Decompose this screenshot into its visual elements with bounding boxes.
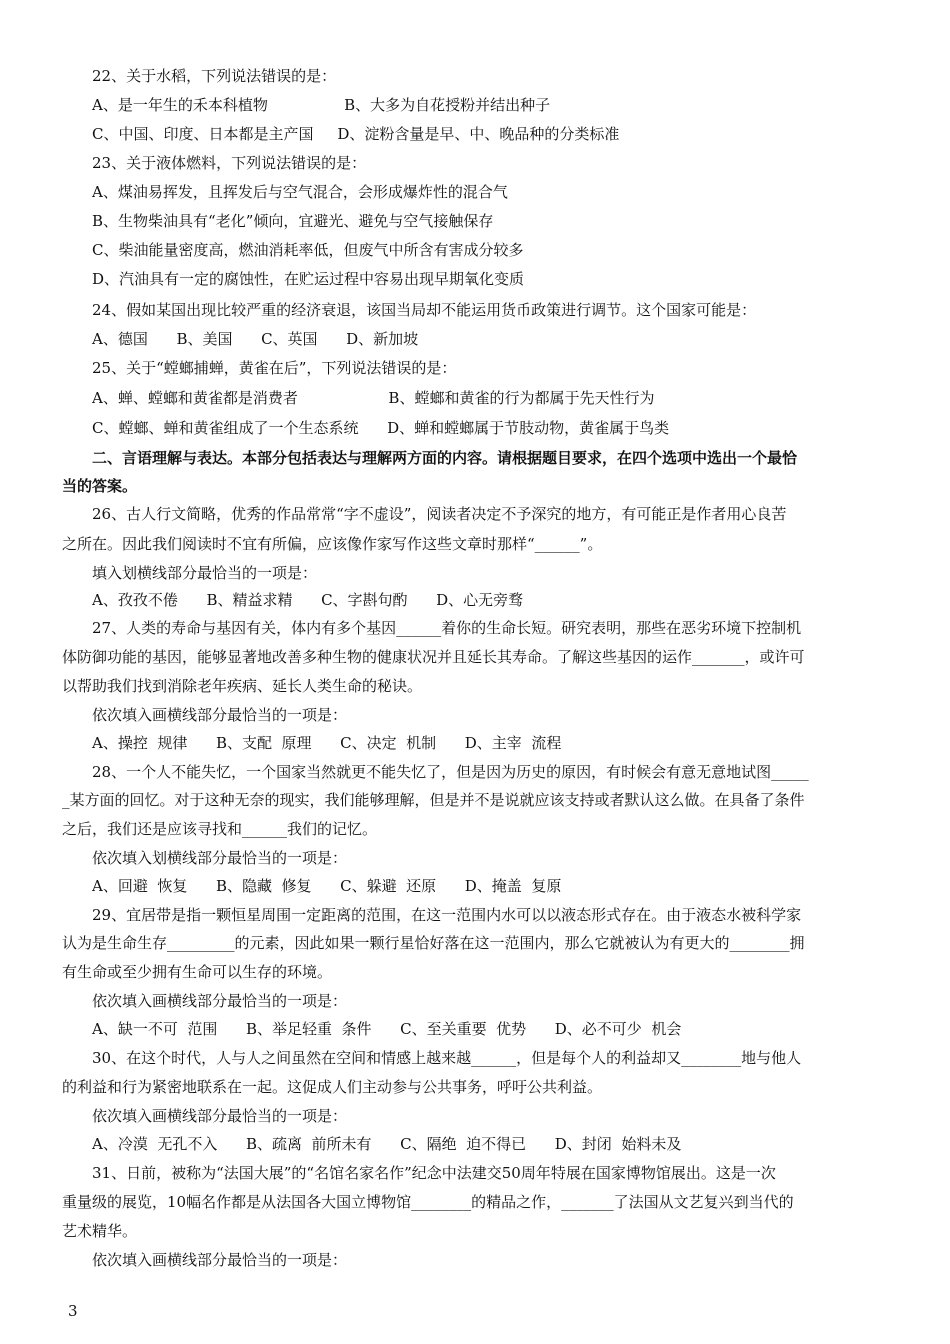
question-31-prompt: 依次填入画横线部分最恰当的一项是： [92, 1251, 348, 1269]
question-25-stem: 25、关于“螳螂捕蝉，黄雀在后”，下列说法错误的是： [92, 359, 457, 377]
question-30-options: A、冷漠 无孔不入 B、疏离 前所未有 C、隔绝 迫不得已 D、封闭 始料未及 [92, 1135, 682, 1153]
question-31-stem-cont-2: 艺术精华。 [62, 1222, 138, 1240]
question-27-prompt: 依次填入画横线部分最恰当的一项是： [92, 706, 348, 724]
question-28-stem: 28、一个人不能失忆，一个国家当然就更不能失忆了，但是因为历史的原因，有时候会有意无意地试图_____ [92, 763, 809, 781]
question-22-stem: 22、关于水稻，下列说法错误的是： [92, 67, 337, 85]
question-30-prompt: 依次填入画横线部分最恰当的一项是： [92, 1107, 348, 1125]
question-26-options: A、孜孜不倦 B、精益求精 C、字斟句酌 D、心无旁骛 [92, 591, 524, 609]
question-24-stem: 24、假如某国出现比较严重的经济衰退，该国当局却不能运用货币政策进行调节。这个国家可能是： [92, 301, 757, 319]
question-27-stem: 27、人类的寿命与基因有关，体内有多个基因______着你的生命长短。研究表明，那些在恶劣环境下控制机 [92, 619, 802, 637]
question-31-stem: 31、日前，被称为“法国大展”的“名馆名家名作”纪念中法建交50周年特展在国家博物馆展出。这是一次 [92, 1164, 776, 1182]
question-28-prompt: 依次填入划横线部分最恰当的一项是： [92, 849, 348, 867]
question-26-stem: 26、古人行文简略，优秀的作品常常“字不虚设”，阅读者决定不予深究的地方，有可能正是作者用心良苦 [92, 505, 787, 523]
question-23-option-b: B、生物柴油具有“老化”倾向，宜避光、避免与空气接触保存 [92, 212, 494, 230]
question-28-stem-cont-1: _某方面的回忆。对于这种无奈的现实，我们能够理解，但是并不是说就应该支持或者默认这么做。在具备了条件 [62, 791, 805, 809]
question-24-options: A、德国 B、美国 C、英国 D、新加坡 [92, 330, 419, 348]
question-31-stem-cont-1: 重量级的展览，10幅名作都是从法国各大国立博物馆________的精品之作，_______了法国从文艺复兴到当代的 [62, 1193, 794, 1211]
question-29-prompt: 依次填入画横线部分最恰当的一项是： [92, 992, 348, 1010]
question-29-stem: 29、宜居带是指一颗恒星周围一定距离的范围，在这一范围内水可以以液态形式存在。由于液态水被科学家 [92, 906, 802, 924]
question-23-option-c: C、柴油能量密度高，燃油消耗率低，但废气中所含有害成分较多 [92, 241, 524, 259]
question-23-option-a: A、煤油易挥发，且挥发后与空气混合，会形成爆炸性的混合气 [92, 183, 508, 201]
question-23-stem: 23、关于液体燃料，下列说法错误的是： [92, 154, 367, 172]
question-29-stem-cont-1: 认为是生命生存_________的元素，因此如果一颗行星恰好落在这一范围内，那么它就被认为有更大的________拥 [62, 934, 805, 952]
question-23-option-d: D、汽油具有一定的腐蚀性，在贮运过程中容易出现早期氧化变质 [92, 270, 525, 288]
question-29-options: A、缺一不可 范围 B、举足轻重 条件 C、至关重要 优势 D、必不可少 机会 [92, 1020, 682, 1038]
question-27-options: A、操控 规律 B、支配 原理 C、决定 机制 D、主宰 流程 [92, 734, 562, 752]
question-22-options-ab: A、是一年生的禾本科植物 B、大多为自花授粉并结出种子 [92, 96, 551, 114]
question-25-options-cd: C、螳螂、蝉和黄雀组成了一个生态系统 D、蝉和螳螂属于节肢动物，黄雀属于鸟类 [92, 419, 670, 437]
question-22-options-cd: C、中国、印度、日本都是主产国 D、淀粉含量是早、中、晚品种的分类标准 [92, 125, 620, 143]
question-29-stem-cont-2: 有生命或至少拥有生命可以生存的环境。 [62, 963, 333, 981]
question-26-stem-cont: 之所在。因此我们阅读时不宜有所偏，应该像作家写作这些文章时那样“______”。 [62, 535, 603, 553]
question-27-stem-cont-1: 体防御功能的基因，能够显著地改善多种生物的健康状况并且延长其寿命。了解这些基因的运作_______，或许可 [62, 648, 805, 666]
page-number: 3 [68, 1302, 78, 1320]
question-30-stem-cont: 的利益和行为紧密地联系在一起。这促成人们主动参与公共事务，呼吁公共利益。 [62, 1078, 603, 1096]
question-30-stem: 30、在这个时代，人与人之间虽然在空间和情感上越来越______，但是每个人的利益却又________地与他人 [92, 1049, 802, 1067]
section-two-heading: 二、言语理解与表达。本部分包括表达与理解两方面的内容。请根据题目要求，在四个选项中选出一个最恰 [92, 449, 798, 467]
question-28-options: A、回避 恢复 B、隐藏 修复 C、躲避 还原 D、掩盖 复原 [92, 877, 562, 895]
question-26-prompt: 填入划横线部分最恰当的一项是： [92, 564, 318, 582]
question-25-options-ab: A、蝉、螳螂和黄雀都是消费者 B、螳螂和黄雀的行为都属于先天性行为 [92, 389, 655, 407]
question-28-stem-cont-2: 之后，我们还是应该寻找和______我们的记忆。 [62, 820, 378, 838]
question-27-stem-cont-2: 以帮助我们找到消除老年疾病、延长人类生命的秘诀。 [62, 677, 423, 695]
section-two-heading-cont: 当的答案。 [62, 477, 138, 495]
